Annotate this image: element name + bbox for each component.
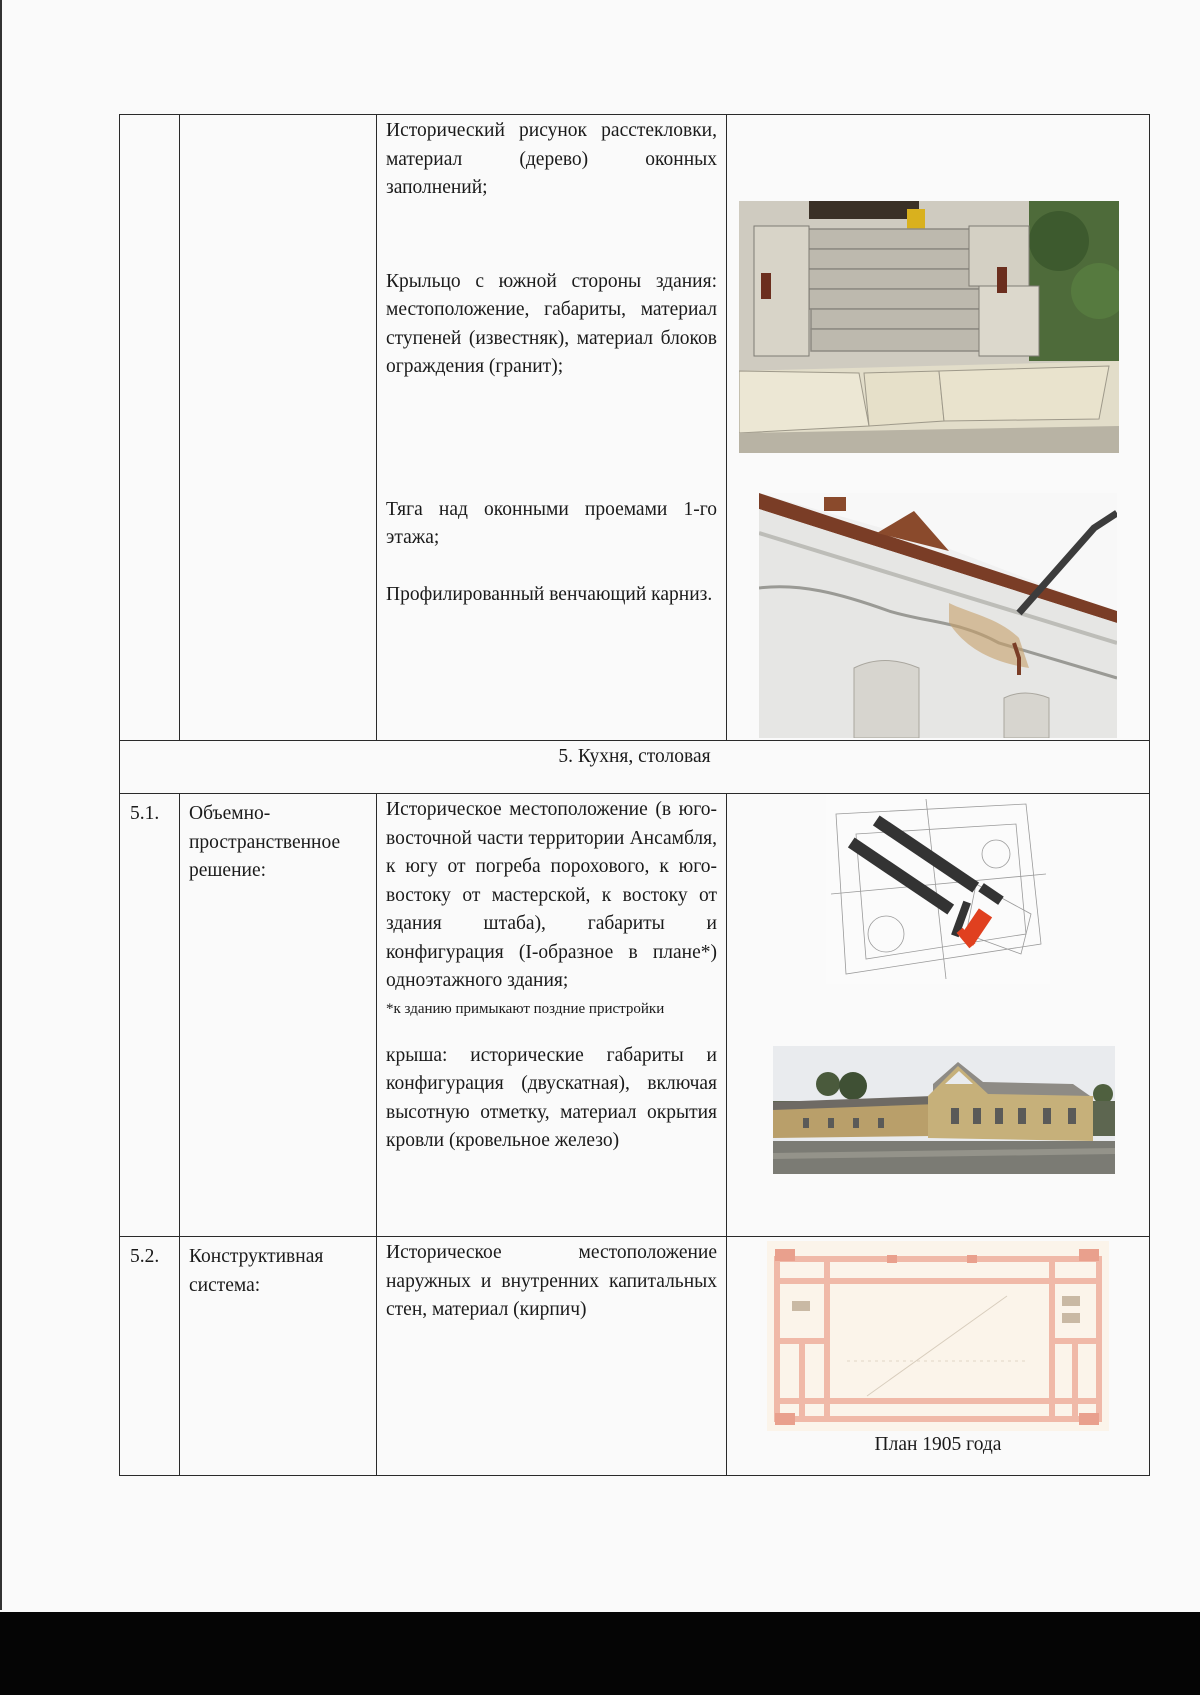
scan-left-edge xyxy=(0,0,2,1610)
cornice-photo xyxy=(759,493,1117,738)
scan-bottom-border xyxy=(0,1612,1200,1695)
walls-text: Историческое местоположение наружных и внутренних капитальных стен, материал (кирпич) xyxy=(386,1242,717,1320)
roof-text: крыша: исторические габариты и конфигурация (двускатная), включая высотную отметку, материал окрытия кровли (кровельное железо) xyxy=(386,1044,717,1151)
row-number: 5.2. xyxy=(120,1237,180,1476)
description-cell xyxy=(377,1237,727,1476)
row-number: 5.1. xyxy=(120,794,180,1237)
window-cornice-text: Тяга над оконными проемами 1-го этажа; xyxy=(386,498,717,548)
kitchen-building-photo xyxy=(773,1046,1115,1174)
plan-caption: План 1905 года xyxy=(874,1434,1002,1455)
row-name: Объемно-пространственное решение: xyxy=(180,794,377,1237)
image-cell xyxy=(727,794,1150,1237)
name-cell xyxy=(180,115,377,741)
location-text: Историческое местоположение (в юго-восточной части территории Ансамбля, к югу от погреба порохового, к юго-востоку от мастерской, к востоку от здания штаба), габариты и конфигурация (I-образное в плане*) одноэтажного здания; xyxy=(386,799,717,991)
image-cell xyxy=(727,115,1150,741)
footnote-text: *к зданию примыкают поздние пристройки xyxy=(386,1000,665,1017)
table-row xyxy=(120,1237,1150,1476)
row-name: Конструктивная система: xyxy=(180,1237,377,1476)
number-cell xyxy=(120,115,180,741)
description-cell xyxy=(377,115,727,741)
porch-text: Крыльцо с южной стороны здания: местоположение, габариты, материал ступеней (известняк), материал блоков ограждения (гранит); xyxy=(386,270,717,377)
crown-cornice-text: Профилированный венчающий карниз. xyxy=(386,583,713,605)
floor-plan-1905 xyxy=(767,1241,1109,1431)
section-title: 5. Кухня, столовая xyxy=(120,741,1150,794)
glazing-text: Исторический рисунок расстекловки, материал (дерево) оконных заполнений; xyxy=(386,120,717,198)
table-row xyxy=(120,115,1150,741)
table-row xyxy=(120,794,1150,1237)
image-cell xyxy=(727,1237,1150,1476)
description-cell xyxy=(377,794,727,1237)
site-plan-map xyxy=(826,794,1050,984)
porch-photo xyxy=(739,201,1119,453)
monument-features-table xyxy=(119,114,1150,1476)
section-row xyxy=(120,741,1150,794)
